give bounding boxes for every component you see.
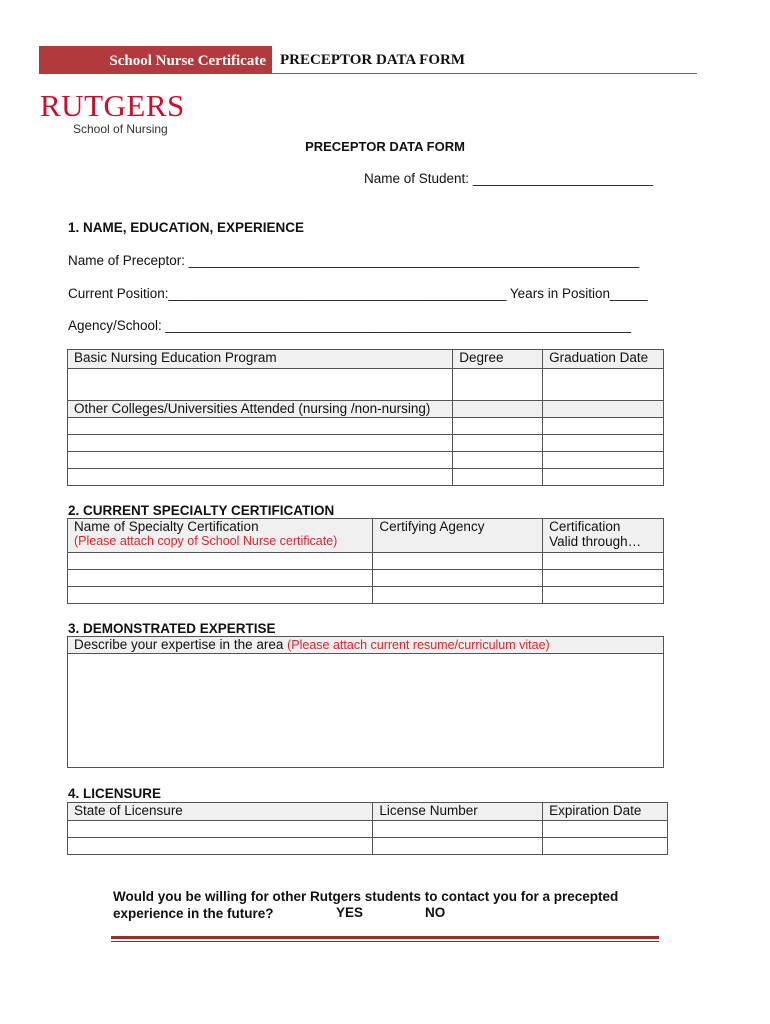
table-row[interactable] — [68, 435, 664, 452]
col-cert-valid-1: Certification — [549, 519, 621, 534]
rutgers-logo: RUTGERS — [40, 88, 185, 123]
cert-attach-note: (Please attach copy of School Nurse certificate) — [74, 534, 338, 548]
footer-rule-thin — [111, 941, 659, 942]
contact-question — [113, 888, 673, 922]
col-cert-valid-2: Valid through… — [549, 534, 642, 549]
col-graduation-date: Graduation Date — [543, 350, 664, 369]
section-3-heading: 3. DEMONSTRATED EXPERTISE — [68, 621, 276, 636]
col-degree: Degree — [453, 350, 543, 369]
no-option[interactable]: NO — [425, 905, 446, 920]
licensure-table — [67, 802, 668, 855]
student-name-field[interactable] — [364, 171, 653, 186]
col-specialty-cert: Name of Specialty Certification — [74, 519, 259, 534]
table-row[interactable] — [68, 452, 664, 469]
table-row[interactable] — [68, 821, 668, 838]
col-expiration-date: Expiration Date — [543, 803, 668, 821]
expertise-textarea[interactable] — [68, 654, 664, 768]
table-row[interactable] — [68, 838, 668, 855]
section-2-heading: 2. CURRENT SPECIALTY CERTIFICATION — [68, 503, 335, 518]
contact-question-text: Would you be willing for other Rutgers students to contact you for a precepted experience in the future? — [113, 889, 619, 921]
footer-rule-thick — [111, 936, 659, 939]
student-label: Name of Student: — [364, 171, 470, 186]
form-title: PRECEPTOR DATA FORM — [305, 139, 465, 154]
resume-note: (Please attach current resume/curriculum vitae) — [287, 638, 550, 652]
table-row[interactable] — [68, 570, 664, 587]
section-4-heading: 4. LICENSURE — [68, 786, 162, 801]
table-row[interactable] — [68, 369, 664, 401]
expertise-table — [67, 636, 664, 768]
agency-school-field[interactable]: Agency/School: ______________________________________________________________ — [68, 318, 632, 333]
yes-option[interactable]: YES — [336, 905, 364, 920]
col-license-number: License Number — [373, 803, 543, 821]
col-basic-program: Basic Nursing Education Program — [68, 350, 453, 369]
expertise-prompt: Describe your expertise in the area — [74, 637, 288, 652]
table-row[interactable] — [68, 418, 664, 435]
header-rule — [272, 73, 697, 74]
table-row[interactable] — [68, 587, 664, 604]
student-blank: ________________________ — [472, 171, 654, 186]
other-colleges-label: Other Colleges/Universities Attended (nursing /non-nursing) — [68, 401, 453, 418]
header-right-label: PRECEPTOR DATA FORM — [280, 52, 466, 68]
table-row[interactable] — [68, 553, 664, 570]
current-position-field[interactable]: Current Position:_____________________________________________ Years in Position_____ — [68, 286, 648, 301]
preceptor-name-field[interactable]: Name of Preceptor: ____________________________________________________________ — [68, 253, 640, 268]
education-table — [67, 349, 664, 486]
col-certifying-agency: Certifying Agency — [373, 519, 543, 553]
header-left-label: School Nurse Certificate — [109, 53, 266, 69]
certification-table — [67, 518, 664, 604]
logo-subtitle: School of Nursing — [73, 122, 168, 136]
section-1-heading: 1. NAME, EDUCATION, EXPERIENCE — [68, 220, 305, 235]
table-row[interactable] — [68, 469, 664, 486]
col-state-licensure: State of Licensure — [68, 803, 373, 821]
